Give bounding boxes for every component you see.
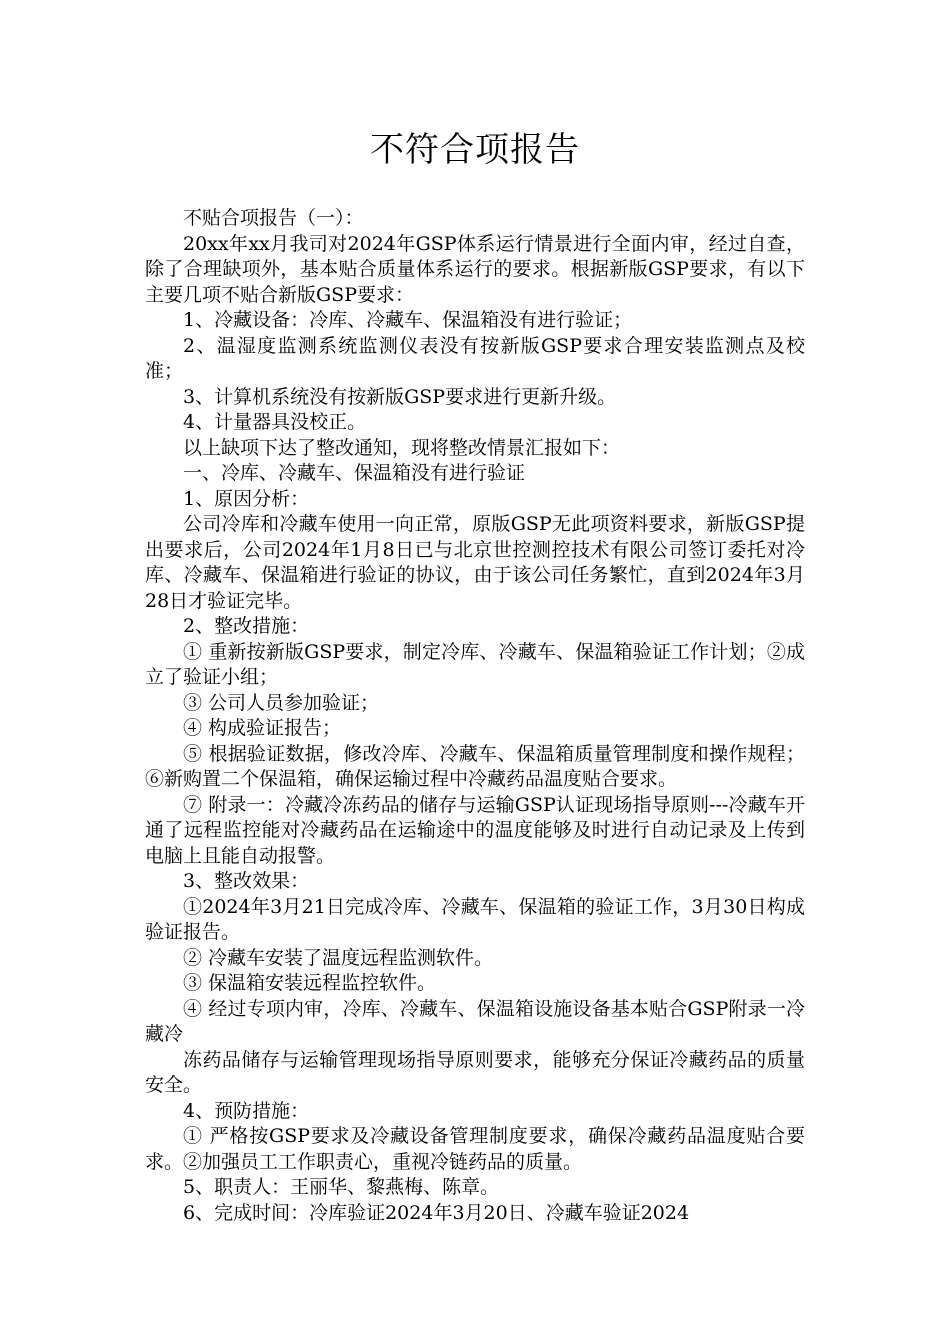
paragraph: ④ 经过专项内审，冷库、冷藏车、保温箱设施设备基本贴合GSP附录一冷藏冷 xyxy=(145,997,805,1045)
paragraph: 5、职责人：王丽华、黎燕梅、陈章。 xyxy=(183,1176,500,1198)
section-heading: 一、冷库、冷藏车、保温箱没有进行验证 xyxy=(183,462,526,484)
paragraph: 公司冷库和冷藏车使用一向正常，原版GSP无此项资料要求，新版GSP提出要求后，公司2024年1月8日已与北京世控测控技术有限公司签订委托对冷库、冷藏车、保温箱进行验证的协议，由于该公司任务繁忙，直到2024年3月28日才验证完毕。 xyxy=(145,513,805,612)
paragraph: 4、计量器具没校正。 xyxy=(183,411,367,433)
subsection-heading: 3、整改效果： xyxy=(183,870,310,892)
paragraph: 1、冷藏设备：冷库、冷藏车、保温箱没有进行验证； xyxy=(183,309,633,331)
paragraph: ⑤ 根据验证数据，修改冷库、冷藏车、保温箱质量管理制度和操作规程；⑥新购置二个保温箱，确保运输过程中冷藏药品温度贴合要求。 xyxy=(145,742,805,790)
paragraph: 20xx年xx月我司对2024年GSP体系运行情景进行全面内审，经过自查，除了合理缺项外，基本贴合质量体系运行的要求。根据新版GSP要求，有以下主要几项不贴合新版GSP要求： xyxy=(145,232,805,306)
paragraph: ①2024年3月21日完成冷库、冷藏车、保温箱的验证工作，3月30日构成验证报告。 xyxy=(145,895,805,943)
page-title: 不符合项报告 xyxy=(370,130,580,170)
paragraph: ② 冷藏车安装了温度远程监测软件。 xyxy=(183,946,494,969)
paragraph: ⑦ 附录一：冷藏冷冻药品的储存与运输GSP认证现场指导原则---冷藏车开通了远程监控能对冷藏药品在运输途中的温度能够及时进行自动记录及上传到电脑上且能自动报警。 xyxy=(145,793,805,867)
paragraph: 3、计算机系统没有按新版GSP要求进行更新升级。 xyxy=(183,385,617,408)
paragraph: ④ 构成验证报告； xyxy=(183,717,342,739)
paragraph: 以上缺项下达了整改通知，现将整改情景汇报如下： xyxy=(183,436,621,459)
paragraph: 6、完成时间：冷库验证2024年3月20日、冷藏车验证2024 xyxy=(183,1201,690,1224)
paragraph: ① 严格按GSP要求及冷藏设备管理制度要求，确保冷藏药品温度贴合要求。②加强员工工作职责心，重视冷链药品的质量。 xyxy=(145,1125,805,1173)
paragraph: 不贴合项报告（一）： xyxy=(183,207,364,229)
paragraph: ① 重新按新版GSP要求，制定冷库、冷藏车、保温箱验证工作计划；②成立了验证小组； xyxy=(145,640,805,688)
paragraph: ③ 保温箱安装远程监控软件。 xyxy=(183,972,437,994)
paragraph: 冻药品储存与运输管理现场指导原则要求，能够充分保证冷藏药品的质量安全。 xyxy=(145,1048,805,1096)
report-body xyxy=(145,206,805,1226)
subsection-heading: 2、整改措施： xyxy=(183,615,310,637)
paragraph: ③ 公司人员参加验证； xyxy=(183,691,380,714)
paragraph: 2、温湿度监测系统监测仪表没有按新版GSP要求合理安装监测点及校准； xyxy=(145,334,805,382)
subsection-heading: 1、原因分析： xyxy=(183,487,310,510)
subsection-heading: 4、预防措施： xyxy=(183,1099,310,1122)
